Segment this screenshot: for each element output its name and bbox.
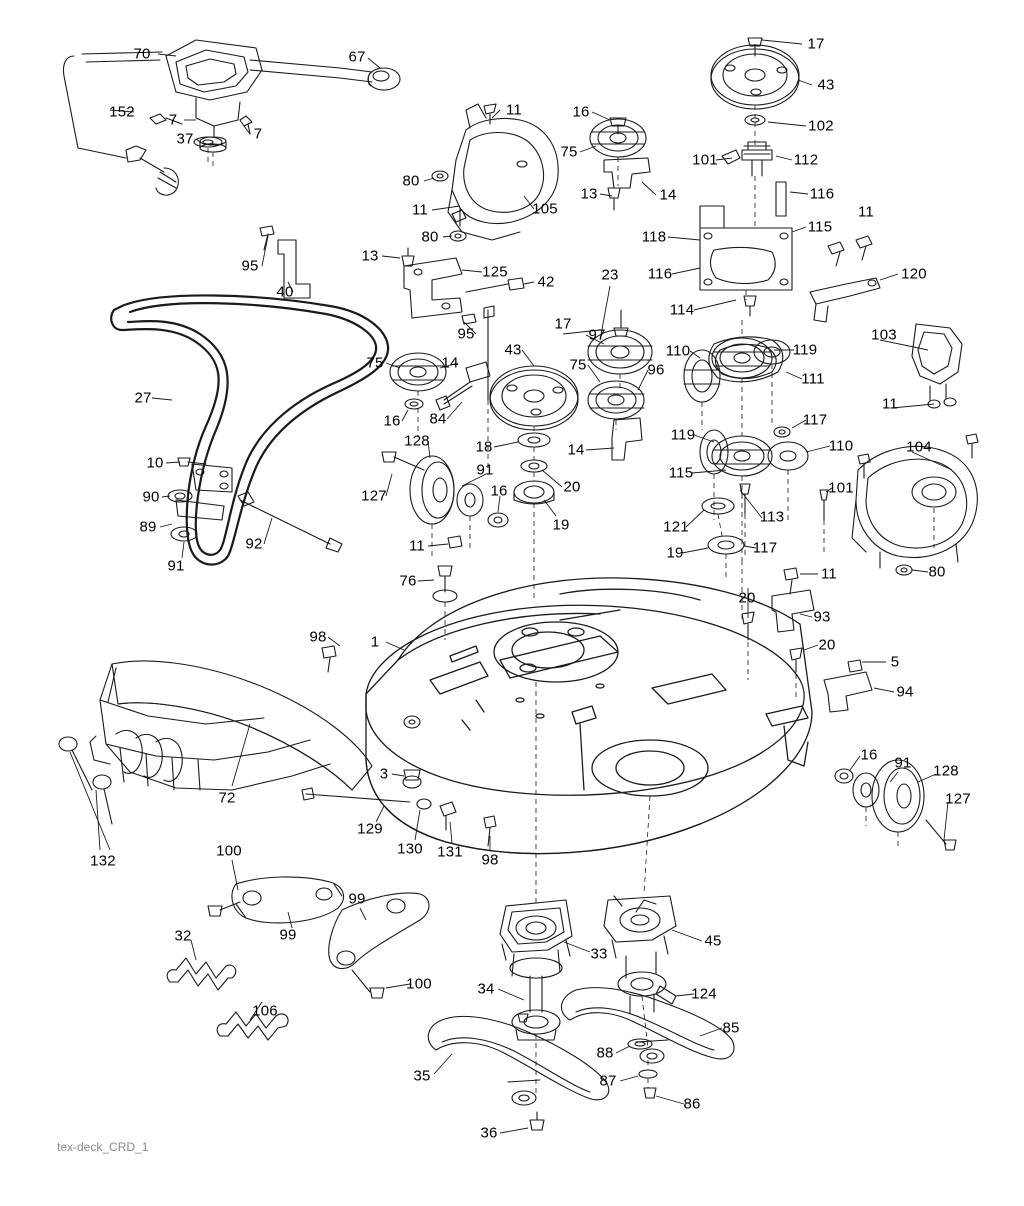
callout-102: 102 (808, 117, 834, 135)
callout-88: 88 (596, 1044, 614, 1062)
callout-86: 86 (683, 1095, 701, 1113)
callout-97: 97 (588, 326, 606, 344)
part-washer-88 (628, 1039, 652, 1049)
callout-127: 127 (361, 487, 387, 505)
callout-42: 42 (537, 273, 555, 291)
part-idler-75-left (390, 353, 446, 391)
callout-11: 11 (858, 203, 874, 221)
callout-99: 99 (348, 890, 366, 908)
callout-131: 131 (437, 843, 463, 861)
callout-13: 13 (580, 185, 598, 203)
callout-27: 27 (134, 389, 152, 407)
callout-99: 99 (279, 926, 297, 944)
part-washer-91-left (171, 527, 197, 541)
part-spindle-45 (604, 896, 676, 1014)
callout-89: 89 (139, 518, 157, 536)
part-arm-99-right (329, 890, 429, 969)
callout-103: 103 (871, 326, 897, 344)
callout-91: 91 (894, 754, 912, 772)
callout-98: 98 (481, 851, 499, 869)
part-pin-116 (776, 182, 786, 216)
callout-1: 1 (370, 633, 380, 651)
part-bolt-11-104b (966, 434, 978, 458)
part-bolt-34 (518, 1014, 528, 1022)
callout-18: 18 (475, 438, 493, 456)
part-bracket-14-center (612, 418, 642, 460)
part-nut-16-right (835, 769, 853, 783)
callout-110: 110 (665, 342, 691, 360)
callout-91: 91 (167, 557, 185, 575)
part-bolt-76 (433, 566, 457, 602)
callout-11: 11 (821, 565, 837, 583)
part-bolt-95-left (260, 226, 274, 250)
callout-128: 128 (933, 762, 959, 780)
callout-40: 40 (276, 283, 294, 301)
part-nut-80-right (896, 565, 912, 575)
callout-11: 11 (412, 201, 428, 219)
part-rod-67 (250, 60, 400, 90)
callout-14: 14 (659, 186, 677, 204)
callout-132: 132 (90, 852, 116, 870)
callout-116: 116 (647, 265, 673, 283)
callout-16: 16 (383, 412, 401, 430)
callout-67: 67 (348, 48, 366, 66)
part-bolt-13-upper (608, 188, 620, 210)
callout-127: 127 (945, 790, 971, 808)
callout-115: 115 (668, 464, 694, 482)
part-bolt-11-104a (858, 454, 870, 478)
part-spindle-33 (500, 900, 572, 1040)
part-clip-131 (440, 802, 456, 830)
part-bolt-115-lower (740, 484, 750, 514)
callout-96: 96 (647, 361, 665, 379)
callout-80: 80 (928, 563, 946, 581)
callout-33: 33 (590, 945, 608, 963)
part-spacer-112 (742, 142, 772, 176)
part-belt-cover-105 (448, 101, 558, 240)
callout-114: 114 (669, 301, 695, 319)
callout-20: 20 (818, 636, 836, 654)
callout-70: 70 (133, 45, 151, 63)
callout-152: 152 (109, 103, 135, 121)
callout-128: 128 (404, 432, 430, 450)
callout-43: 43 (817, 76, 835, 94)
callout-116: 116 (809, 185, 835, 203)
part-bolt-11-120b (856, 236, 872, 260)
callout-94: 94 (896, 683, 914, 701)
part-nut-3 (403, 716, 421, 788)
callout-115: 115 (807, 218, 833, 236)
callout-119: 119 (670, 426, 696, 444)
part-nut-130 (417, 799, 431, 809)
callout-121: 121 (663, 518, 689, 536)
callout-124: 124 (691, 985, 717, 1003)
callout-125: 125 (482, 263, 508, 281)
part-nut-80-lower (450, 231, 466, 241)
callout-85: 85 (722, 1019, 740, 1037)
callout-45: 45 (704, 932, 722, 950)
part-bolt-5 (848, 660, 862, 672)
callout-129: 129 (357, 820, 383, 838)
part-bolt-11-120a (828, 242, 844, 266)
callout-104: 104 (906, 438, 932, 456)
callout-101: 101 (828, 479, 854, 497)
figure-code: tex-deck_CRD_1 (57, 1140, 149, 1154)
part-bracket-89 (176, 464, 232, 520)
callout-36: 36 (480, 1124, 498, 1142)
part-bracket-94 (824, 672, 872, 712)
callout-80: 80 (402, 172, 420, 190)
callout-119: 119 (792, 341, 818, 359)
part-washer-91-wheel (457, 484, 483, 516)
callout-19: 19 (666, 544, 684, 562)
part-washer-87 (639, 1070, 657, 1078)
part-washer-37 (194, 137, 222, 147)
callout-84: 84 (429, 410, 447, 428)
callout-80: 80 (421, 228, 439, 246)
callout-76: 76 (399, 572, 417, 590)
callout-100: 100 (216, 842, 242, 860)
callout-95: 95 (241, 257, 259, 275)
callout-5: 5 (890, 653, 900, 671)
part-spacer-20 (521, 460, 547, 472)
part-washer-117-upper (774, 427, 790, 437)
callout-16: 16 (860, 746, 878, 764)
part-rod-129 (302, 788, 410, 802)
callout-19: 19 (552, 516, 570, 534)
part-cable-152 (63, 52, 178, 195)
callout-17: 17 (554, 315, 572, 333)
callout-98: 98 (309, 628, 327, 646)
part-bolt-13-left (402, 248, 414, 266)
part-clip-132-a (59, 737, 92, 790)
part-deflector-72 (90, 661, 372, 790)
callout-90: 90 (142, 488, 160, 506)
part-pulley-43-center (490, 366, 578, 430)
callout-110: 110 (828, 437, 854, 455)
part-bolt-101-top (722, 150, 740, 164)
callout-34: 34 (477, 980, 495, 998)
part-pulley-96 (588, 381, 644, 419)
callout-16: 16 (490, 482, 508, 500)
callout-117: 117 (802, 411, 828, 429)
part-bearing-19 (514, 481, 554, 504)
part-bolt-7b (240, 116, 252, 134)
part-washer-117-lower (708, 536, 744, 554)
part-bolt-36 (530, 1112, 544, 1130)
callout-91: 91 (476, 461, 494, 479)
callout-111: 111 (801, 370, 825, 388)
callout-105: 105 (532, 200, 558, 218)
part-bolt-127-left (382, 452, 424, 470)
part-cover-104 (852, 446, 977, 568)
part-nut-80-top (432, 171, 448, 181)
callout-17: 17 (807, 35, 825, 53)
part-bolt-98-left (322, 646, 336, 672)
callout-95: 95 (457, 325, 475, 343)
callout-112: 112 (793, 151, 819, 169)
part-bracket-118 (700, 206, 792, 290)
part-bolt-100-right (352, 970, 384, 998)
part-bolt-11-93 (784, 568, 798, 594)
callout-11: 11 (506, 101, 522, 119)
callout-93: 93 (813, 608, 831, 626)
callout-14: 14 (441, 354, 459, 372)
part-bolt-11-deck (448, 536, 462, 548)
callout-23: 23 (601, 266, 619, 284)
callout-11: 11 (882, 395, 898, 413)
callout-72: 72 (218, 789, 236, 807)
callout-20: 20 (563, 478, 581, 496)
callout-113: 113 (759, 508, 785, 526)
part-bracket-120 (810, 278, 880, 322)
callout-7: 7 (253, 125, 263, 143)
callout-14: 14 (567, 441, 585, 459)
callout-13: 13 (361, 247, 379, 265)
callout-92: 92 (245, 535, 263, 553)
callout-3: 3 (379, 765, 389, 783)
callout-16: 16 (572, 103, 590, 121)
callout-10: 10 (146, 454, 164, 472)
part-bolt-17-center (614, 310, 628, 336)
part-washer-121 (702, 498, 734, 514)
callout-106: 106 (252, 1002, 278, 1020)
part-washer-91-right (853, 773, 879, 807)
callout-87: 87 (599, 1072, 617, 1090)
part-bolt-86 (644, 1088, 656, 1098)
part-mower-deck-1 (366, 578, 812, 854)
callout-leaders (70, 40, 952, 1133)
part-gear-110-lower (700, 430, 728, 474)
callout-100: 100 (406, 975, 432, 993)
part-washer-18 (518, 433, 550, 447)
part-spring-32 (167, 958, 236, 990)
part-bolt-101-lower (820, 490, 828, 520)
callout-120: 120 (901, 265, 927, 283)
callout-7: 7 (168, 111, 178, 129)
callout-11: 11 (409, 537, 425, 555)
callout-101: 101 (692, 151, 718, 169)
part-bracket-125 (404, 258, 462, 318)
callout-75: 75 (569, 356, 587, 374)
callout-43: 43 (504, 341, 522, 359)
callout-117: 117 (752, 539, 778, 557)
part-arm-99-left (232, 877, 344, 923)
callout-37: 37 (176, 130, 194, 148)
callout-130: 130 (397, 840, 423, 858)
part-bolt-127-right (926, 820, 956, 850)
part-bracket-103 (912, 324, 962, 408)
part-nut-16-center (488, 513, 508, 527)
callout-75: 75 (560, 143, 578, 161)
part-clip-132-b (93, 775, 112, 824)
part-nut-16-left (405, 399, 423, 409)
callout-75: 75 (366, 354, 384, 372)
callout-20: 20 (738, 589, 756, 607)
callout-118: 118 (641, 228, 667, 246)
part-idler-75-upper (590, 119, 646, 157)
callout-35: 35 (413, 1067, 431, 1085)
callout-32: 32 (174, 927, 192, 945)
